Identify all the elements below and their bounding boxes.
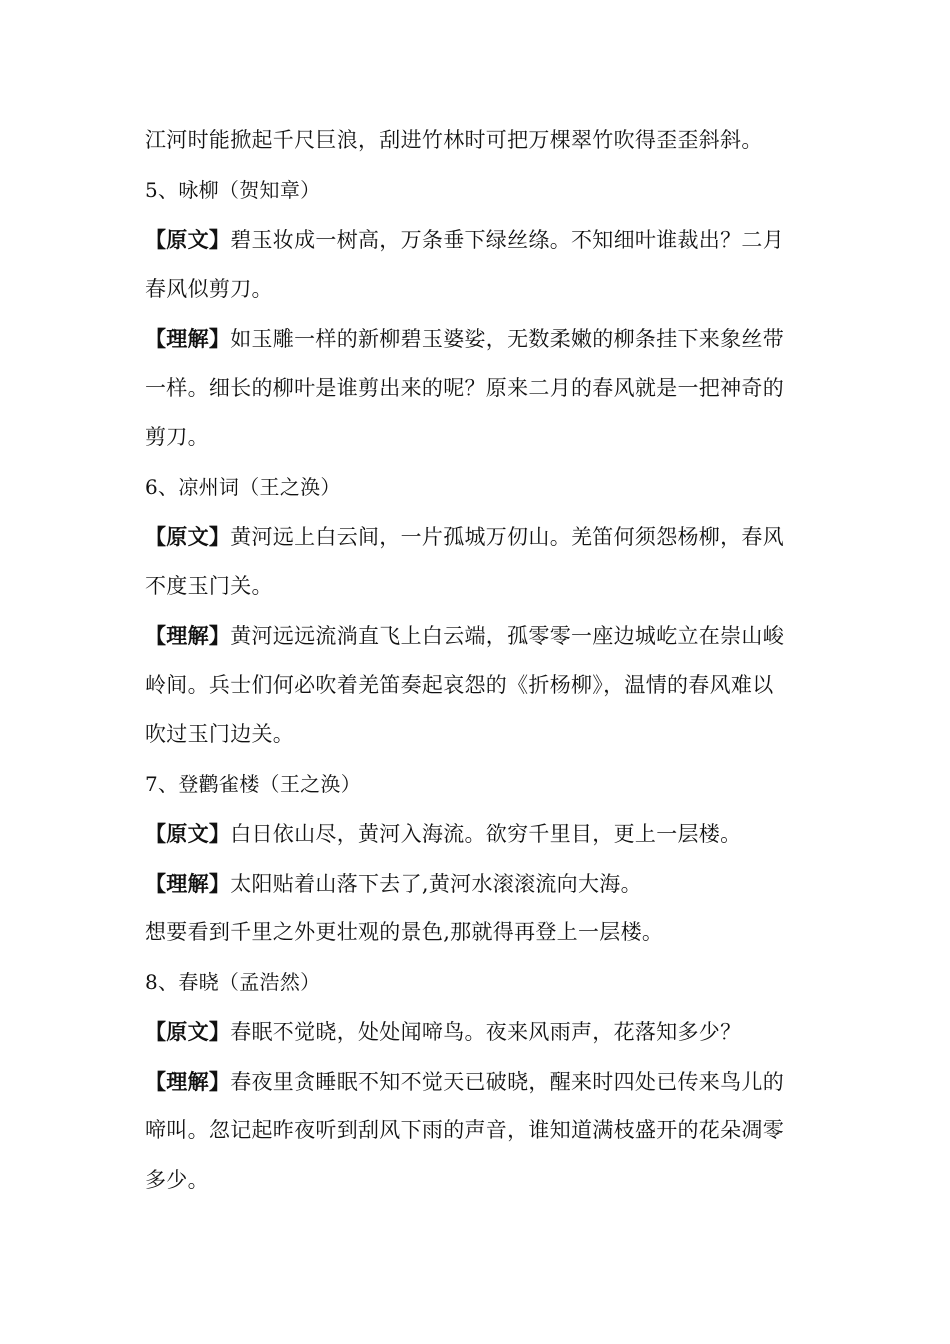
body-text-line: 想要看到千里之外更壮观的景色,那就得再登上一层楼。: [145, 920, 664, 944]
original-text: 黄河远上白云间，一片孤城万仞山。羌笛何须怨杨柳，春风: [230, 525, 785, 549]
original-text-line: [145, 809, 825, 859]
body-text-line: 剪刀。: [145, 425, 209, 449]
explanation-text: 春夜里贪睡眠不知不觉天已破晓，醒来时四处已传来鸟儿的: [230, 1069, 785, 1094]
original-text-line: [145, 512, 825, 562]
document-page: [145, 116, 825, 1205]
original-text: 春眠不觉晓，处处闻啼鸟。夜来风雨声，花落知多少？: [230, 1020, 742, 1044]
original-label: 【原文】: [145, 227, 231, 252]
explanation-text: 黄河远远流淌直飞上白云端，孤零零一座边城屹立在崇山峻: [230, 624, 785, 648]
original-label: 【原文】: [145, 524, 231, 549]
explanation-label: 【理解】: [145, 326, 231, 351]
explanation-label: 【理解】: [145, 1068, 231, 1094]
explanation-line: [145, 1057, 825, 1107]
explanation-text: 太阳贴着山落下去了,黄河水滚滚流向大海。: [230, 871, 642, 896]
original-text: 白日依山尽，黄河入海流。欲穷千里目，更上一层楼。: [230, 822, 742, 846]
body-text-line: 啼叫。忽记起昨夜听到刮风下雨的声音，谁知道满枝盛开的花朵凋零: [145, 1118, 784, 1142]
original-text: 碧玉妆成一树高，万条垂下绿丝绦。不知细叶谁裁出？二月: [230, 228, 785, 252]
body-text-line: 多少。: [145, 1167, 209, 1192]
explanation-label: 【理解】: [145, 870, 231, 896]
body-text-line: 春风似剪刀。: [145, 276, 273, 301]
poem-heading: 8、春晓（孟浩然）: [145, 969, 321, 994]
original-label: 【原文】: [145, 1019, 231, 1044]
body-text-line: 吹过玉门边关。: [145, 722, 295, 746]
original-text-line: [145, 215, 825, 265]
original-text-line: [145, 1007, 825, 1057]
body-text-line: 不度玉门关。: [145, 573, 273, 598]
body-text-line: 岭间。兵士们何必吹着羌笛奏起哀怨的《折杨柳》，温情的春风难以: [145, 672, 774, 697]
explanation-label: 【理解】: [145, 623, 231, 648]
poem-heading: 5、咏柳（贺知章）: [145, 177, 321, 202]
explanation-line: [145, 314, 825, 364]
explanation-text: 如玉雕一样的新柳碧玉婆娑，无数柔嫩的柳条挂下来象丝带: [230, 327, 785, 351]
original-label: 【原文】: [145, 821, 231, 846]
explanation-line: [145, 859, 825, 909]
body-text-line: 江河时能掀起千尺巨浪，刮进竹林时可把万棵翠竹吹得歪歪斜斜。: [145, 128, 763, 152]
body-text-line: 一样。细长的柳叶是谁剪出来的呢？原来二月的春风就是一把神奇的: [145, 375, 784, 400]
poem-heading: 6、凉州词（王之涣）: [145, 474, 341, 499]
poem-heading: 7、登鹳雀楼（王之涣）: [145, 771, 362, 796]
explanation-line: [145, 611, 825, 661]
